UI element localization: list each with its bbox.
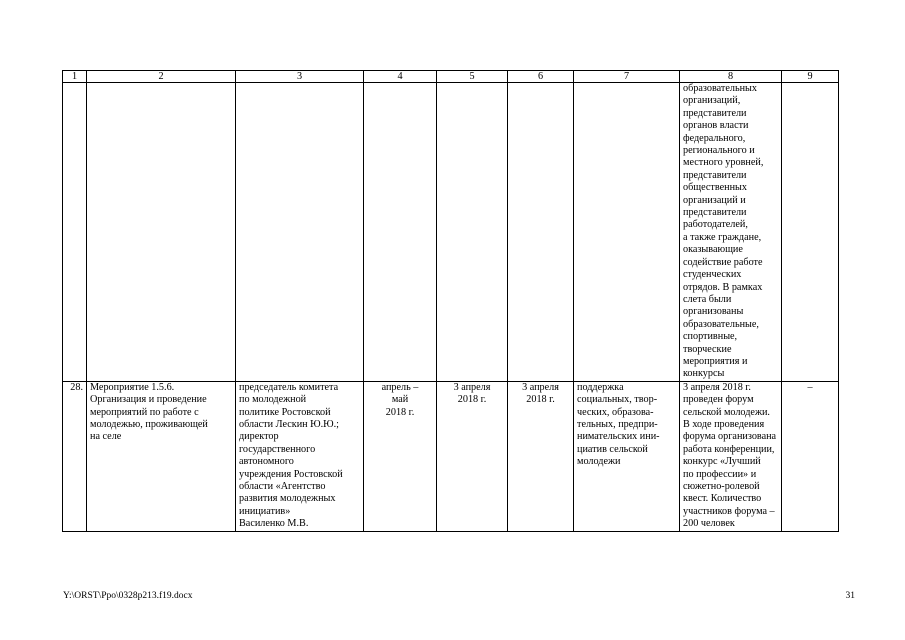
text-line: сельской молодежи.	[683, 406, 770, 418]
text-line: инициатив»	[239, 505, 291, 517]
col-header-2: 2	[87, 71, 236, 83]
text-line: циатив сельской	[577, 443, 648, 455]
text-line: по профессии» и	[683, 468, 757, 480]
col-header-4: 4	[364, 71, 437, 83]
text-line: органов власти	[683, 120, 749, 132]
row-number: 28.	[63, 381, 87, 531]
text-line: нимательских ини-	[577, 431, 660, 443]
cont-cell-4	[364, 83, 437, 382]
text-line: Организация и проведение	[90, 394, 207, 406]
text-line: конкурсы	[683, 368, 725, 380]
col-header-5: 5	[437, 71, 508, 83]
text-line: образовательных	[683, 83, 757, 94]
text-line: организаций и	[683, 194, 746, 206]
text-line: слета были	[683, 293, 732, 305]
cont-cell-6	[508, 83, 574, 382]
col-header-6: 6	[508, 71, 574, 83]
text-line: ческих, образова-	[577, 406, 654, 418]
text-line: Мероприятие 1.5.6.	[90, 381, 175, 393]
text-line: работа конференции,	[683, 443, 775, 455]
text-line: регионального и	[683, 145, 755, 157]
text-line: 2018 г.	[457, 394, 487, 406]
text-line: социальных, твор-	[577, 394, 658, 406]
cont-cell-3	[236, 83, 364, 382]
text-line: государственного	[239, 443, 316, 455]
text-line: представители	[683, 107, 747, 119]
text-line: 200 человек	[683, 518, 735, 530]
text-line: работодателей,	[683, 219, 748, 231]
text-line: конкурс «Лучший	[683, 456, 761, 468]
col-header-7: 7	[574, 71, 680, 83]
text-line: содействие работе	[683, 256, 763, 268]
text-line: развития молодежных	[239, 493, 336, 505]
text-line: Василенко М.В.	[239, 518, 309, 530]
text-line: 3 апреля	[453, 381, 491, 393]
text-line: директор	[239, 431, 279, 443]
cont-cell-9	[782, 83, 839, 382]
text-line: апрель –	[381, 381, 419, 393]
text-line: сюжетно-ролевой	[683, 481, 760, 492]
text-line: квест. Количество	[683, 493, 762, 505]
cont-cell-2	[87, 83, 236, 382]
text-line: организованы	[683, 306, 744, 318]
text-line: молодежи	[577, 456, 621, 468]
text-line: учреждения Ростовской	[239, 468, 343, 480]
continuation-row	[63, 83, 839, 382]
text-line: 2018 г.	[526, 394, 555, 406]
text-line: 2018 г.	[385, 406, 415, 418]
col-header-1: 1	[63, 71, 87, 83]
text-line: участников форума –	[683, 505, 775, 517]
text-line: а также граждане,	[683, 231, 762, 243]
text-line: области Лескин Ю.Ю.;	[239, 418, 340, 430]
planned-date-cell	[364, 381, 437, 531]
text-line: тельных, предпри-	[577, 418, 658, 430]
col-header-9: 9	[782, 71, 839, 83]
text-line: области «Агентство	[239, 481, 326, 492]
text-line: отрядов. В рамках	[683, 281, 763, 293]
text-line: молодежью, проживающей	[90, 418, 208, 430]
cont-cell-1	[63, 83, 87, 382]
text-line: общественных	[683, 182, 747, 194]
table-row-28	[63, 381, 839, 531]
text-line: на селе	[90, 431, 122, 443]
document-path: Y:\ORST\Ppo\0328p213.f19.docx	[63, 591, 193, 601]
text-line: май	[391, 394, 409, 406]
text-line: В ходе проведения	[683, 418, 765, 430]
text-line: оказывающие	[683, 244, 743, 256]
text-line: федерального,	[683, 132, 746, 144]
text-line: студенческих	[683, 269, 742, 281]
cont-cell-5	[437, 83, 508, 382]
col-header-8: 8	[680, 71, 782, 83]
text-line: организаций,	[683, 95, 741, 107]
text-line: поддержка	[577, 381, 624, 393]
event-cell	[87, 381, 236, 531]
text-line: спортивные,	[683, 331, 738, 343]
page-number: 31	[845, 591, 855, 601]
text-line: политике Ростовской	[239, 406, 331, 418]
actual-result-cell	[680, 381, 782, 531]
text-line: 3 апреля	[522, 381, 559, 393]
text-line: автономного	[239, 456, 294, 468]
expected-result-cell	[574, 381, 680, 531]
cont-result-cell	[680, 83, 782, 382]
start-date-cell	[437, 381, 508, 531]
text-line: 3 апреля 2018 г.	[683, 381, 751, 393]
text-line: представители	[683, 169, 747, 181]
text-line: по молодежной	[239, 394, 307, 406]
text-line: представители	[683, 207, 747, 219]
notes-cell: –	[782, 381, 839, 531]
header-row	[63, 71, 839, 83]
text-line: форума организована	[683, 431, 777, 443]
text-line: творческие	[683, 343, 732, 355]
end-date-cell	[508, 381, 574, 531]
text-line: мероприятий по работе с	[90, 406, 199, 418]
text-line: образовательные,	[683, 318, 759, 330]
text-line: местного уровней,	[683, 157, 764, 169]
col-header-3: 3	[236, 71, 364, 83]
text-line: председатель комитета	[239, 381, 339, 393]
cont-cell-7	[574, 83, 680, 382]
responsible-cell	[236, 381, 364, 531]
text-line: проведен форум	[683, 394, 754, 406]
text-line: мероприятия и	[683, 355, 748, 367]
report-table	[62, 70, 839, 532]
